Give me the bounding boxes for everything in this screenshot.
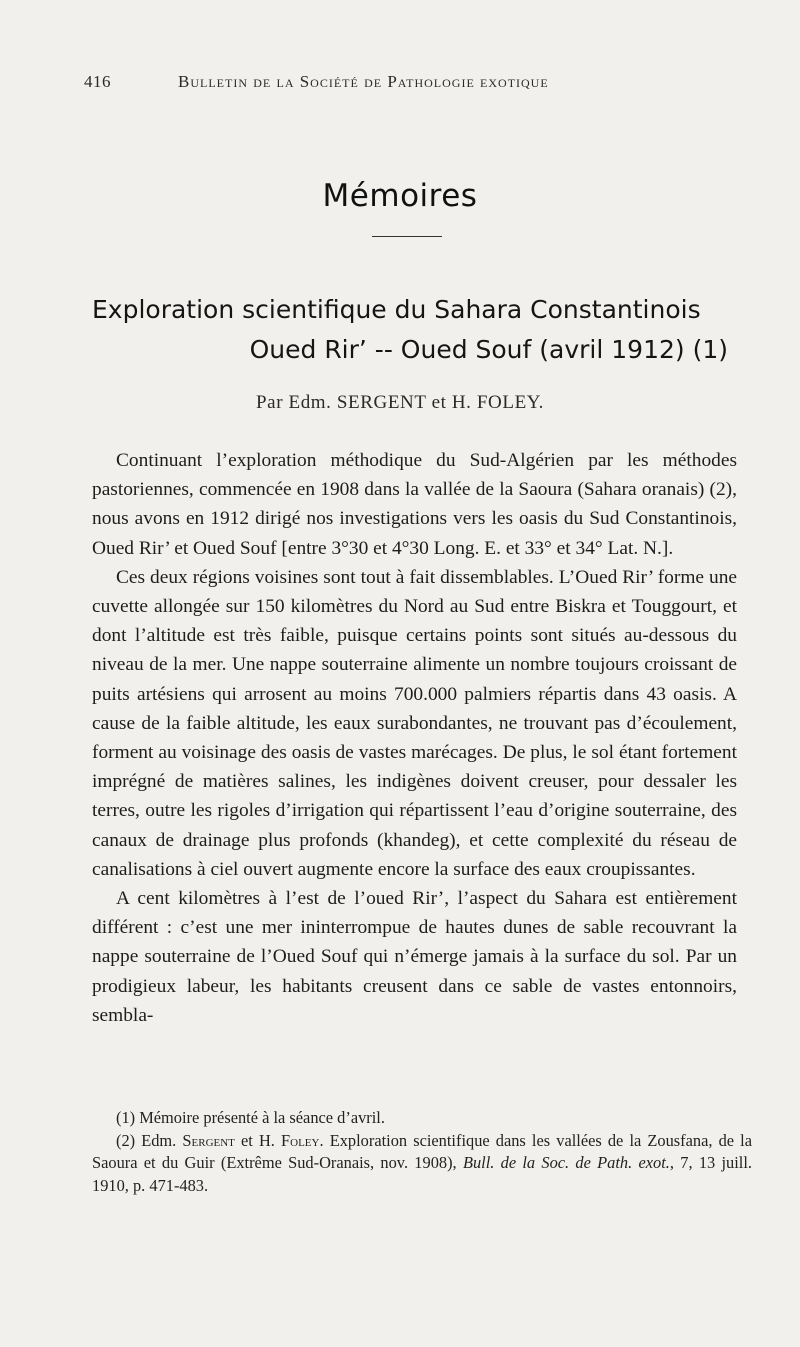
article-title: [92, 290, 742, 370]
footnote-2-text-d: , 7, 13 juill. 1910, p. 471-483.: [92, 1153, 752, 1195]
body-paragraph: Ces deux régions voisines sont tout à fait dissemblables. L’Oued Rir’ forme une cuvette allongée sur 150 kilomètres du Nord au Sud entre Biskra et Touggourt, et dont l’altitude est très faible, puisque certains points sont situés au-dessous du niveau de la mer. Une nappe souterraine alimente un nombre toujours croissant de puits artésiens qui arrosent au moins 700.000 palmiers répartis dans 43 oasis. A cause de la faible altitude, les eaux surabondantes, ne trouvant pas d’écoulement, forment au voisinage des oasis de vastes marécages. De plus, le sol étant fortement imprégné de matières salines, les indigènes doivent creuser, pour dessaler les terres, outre les rigoles d’irrigation qui répartissent l’eau d’origine souterraine, des canaux de drainage plus profonds (khandeg), et cette complexité du réseau de canalisations à ciel ouvert augmente encore la surface des eaux croupissantes.: [92, 566, 737, 880]
byline-authors: Edm. SERGENT et H. FOLEY.: [288, 392, 544, 413]
byline: [0, 392, 800, 414]
footnote-2: [92, 1130, 752, 1198]
footnote-2-text-c: Exploration scientifique dans les vallées de la Zousfana, de la Saoura et du Guir (Extrême Sud-Oranais, nov. 1908),: [92, 1130, 752, 1172]
footnote-2-text-a: (2) Edm.: [116, 1130, 177, 1150]
section-divider: [372, 236, 442, 237]
page-number: 416: [84, 72, 111, 91]
article-title-line-2: Oued Rir’ -- Oued Souf (avril 1912) (1): [249, 335, 728, 364]
footnotes: [92, 1107, 752, 1197]
article-title-line-1: Exploration scientifique du Sahara Constantinois: [92, 295, 701, 324]
article-body: [92, 446, 737, 1030]
footnote-2-author-1: Sergent: [182, 1130, 235, 1150]
running-header: [84, 72, 734, 102]
running-title: Bulletin de la Société de Pathologie exotique: [178, 72, 549, 91]
section-title: Mémoires: [322, 178, 478, 214]
footnote-2-author-2: Foley.: [281, 1130, 324, 1150]
footnote-1: (1) Mémoire présenté à la séance d’avril.: [116, 1108, 385, 1127]
footnote-2-text-b: et H.: [241, 1130, 275, 1150]
body-paragraph: A cent kilomètres à l’est de l’oued Rir’, l’aspect du Sahara est entièrement différent : c’est une mer ininterrompue de hautes dunes de sable recouvrant la nappe souterraine de l’Oued Souf qui n’émerge jamais à la surface du sol. Par un prodigieux labeur, les habitants creusent dans ce sable de vastes entonnoirs, sembla-: [92, 888, 737, 1026]
byline-prefix: Par: [256, 392, 284, 413]
body-paragraph: Continuant l’exploration méthodique du Sud-Algérien par les méthodes pastoriennes, commencée en 1908 dans la vallée de la Saoura (Sahara oranais) (2), nous avons en 1912 dirigé nos investigations vers les oasis du Sud Constantinois, Oued Rir’ et Oued Souf [entre 3°30 et 4°30 Long. E. et 33° et 34° Lat. N.].: [92, 450, 737, 559]
footnote-2-journal: Bull. de la Soc. de Path. exot.: [462, 1153, 670, 1172]
